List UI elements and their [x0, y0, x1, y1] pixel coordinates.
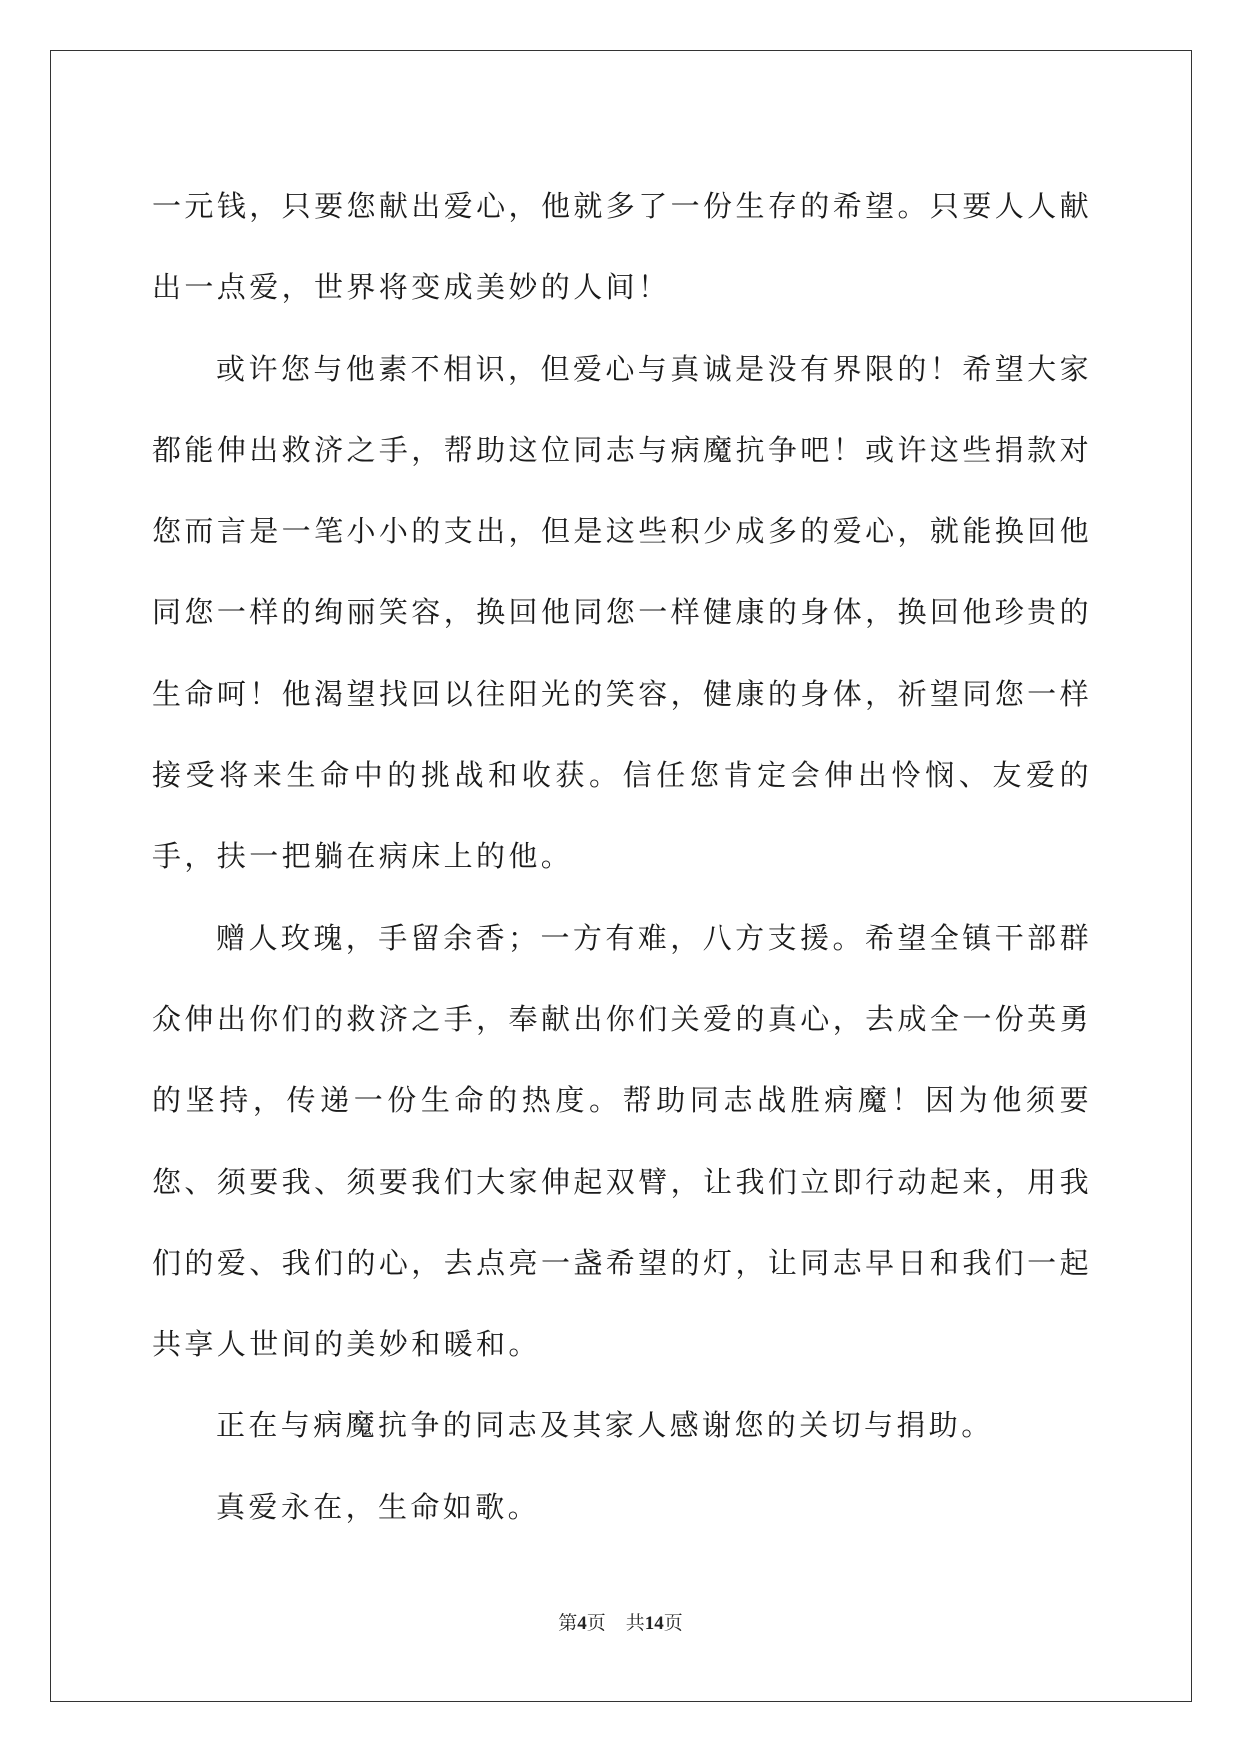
paragraph-5: 真爱永在，生命如歌。 [216, 1489, 541, 1524]
total-suffix: 页 [663, 1613, 683, 1634]
page-footer [0, 1608, 1241, 1635]
page-suffix: 页 [586, 1613, 606, 1634]
total-pages: 14 [644, 1613, 664, 1634]
total-prefix: 共 [625, 1613, 645, 1634]
paragraph-4: 正在与病魔抗争的同志及其家人感谢您的关切与捐助。 [216, 1408, 994, 1443]
page-number: 4 [577, 1613, 587, 1634]
page-prefix: 第 [558, 1613, 578, 1634]
paragraph-3: 赠人玫瑰，手留余香；一方有难，八方支援。希望全镇干部群众伸出你们的救济之手，奉献出你们关爱的真心，去成全一份英勇的坚持，传递一份生命的热度。帮助同志战胜病魔！因为他须要您、须要我、须要我们大家伸起双臂，让我们立即行动起来，用我们的爱、我们的心，去点亮一盏希望的灯，让同志早日和我们一起共享人世间的美妙和暖和。 [152, 920, 1092, 1362]
paragraph-1: 一元钱，只要您献出爱心，他就多了一份生存的希望。只要人人献出一点爱，世界将变成美妙的人间！ [152, 189, 1092, 305]
document-body [152, 166, 1092, 1548]
paragraph-2: 或许您与他素不相识，但爱心与真诚是没有界限的！希望大家都能伸出救济之手，帮助这位同志与病魔抗争吧！或许这些捐款对您而言是一笔小小的支出，但是这些积少成多的爱心，就能换回他同您一样的绚丽笑容，换回他同您一样健康的身体，换回他珍贵的生命呵！他渴望找回以往阳光的笑容，健康的身体，祈望同您一样接受将来生命中的挑战和收获。信任您肯定会伸出怜悯、友爱的手，扶一把躺在病床上的他。 [152, 351, 1092, 874]
